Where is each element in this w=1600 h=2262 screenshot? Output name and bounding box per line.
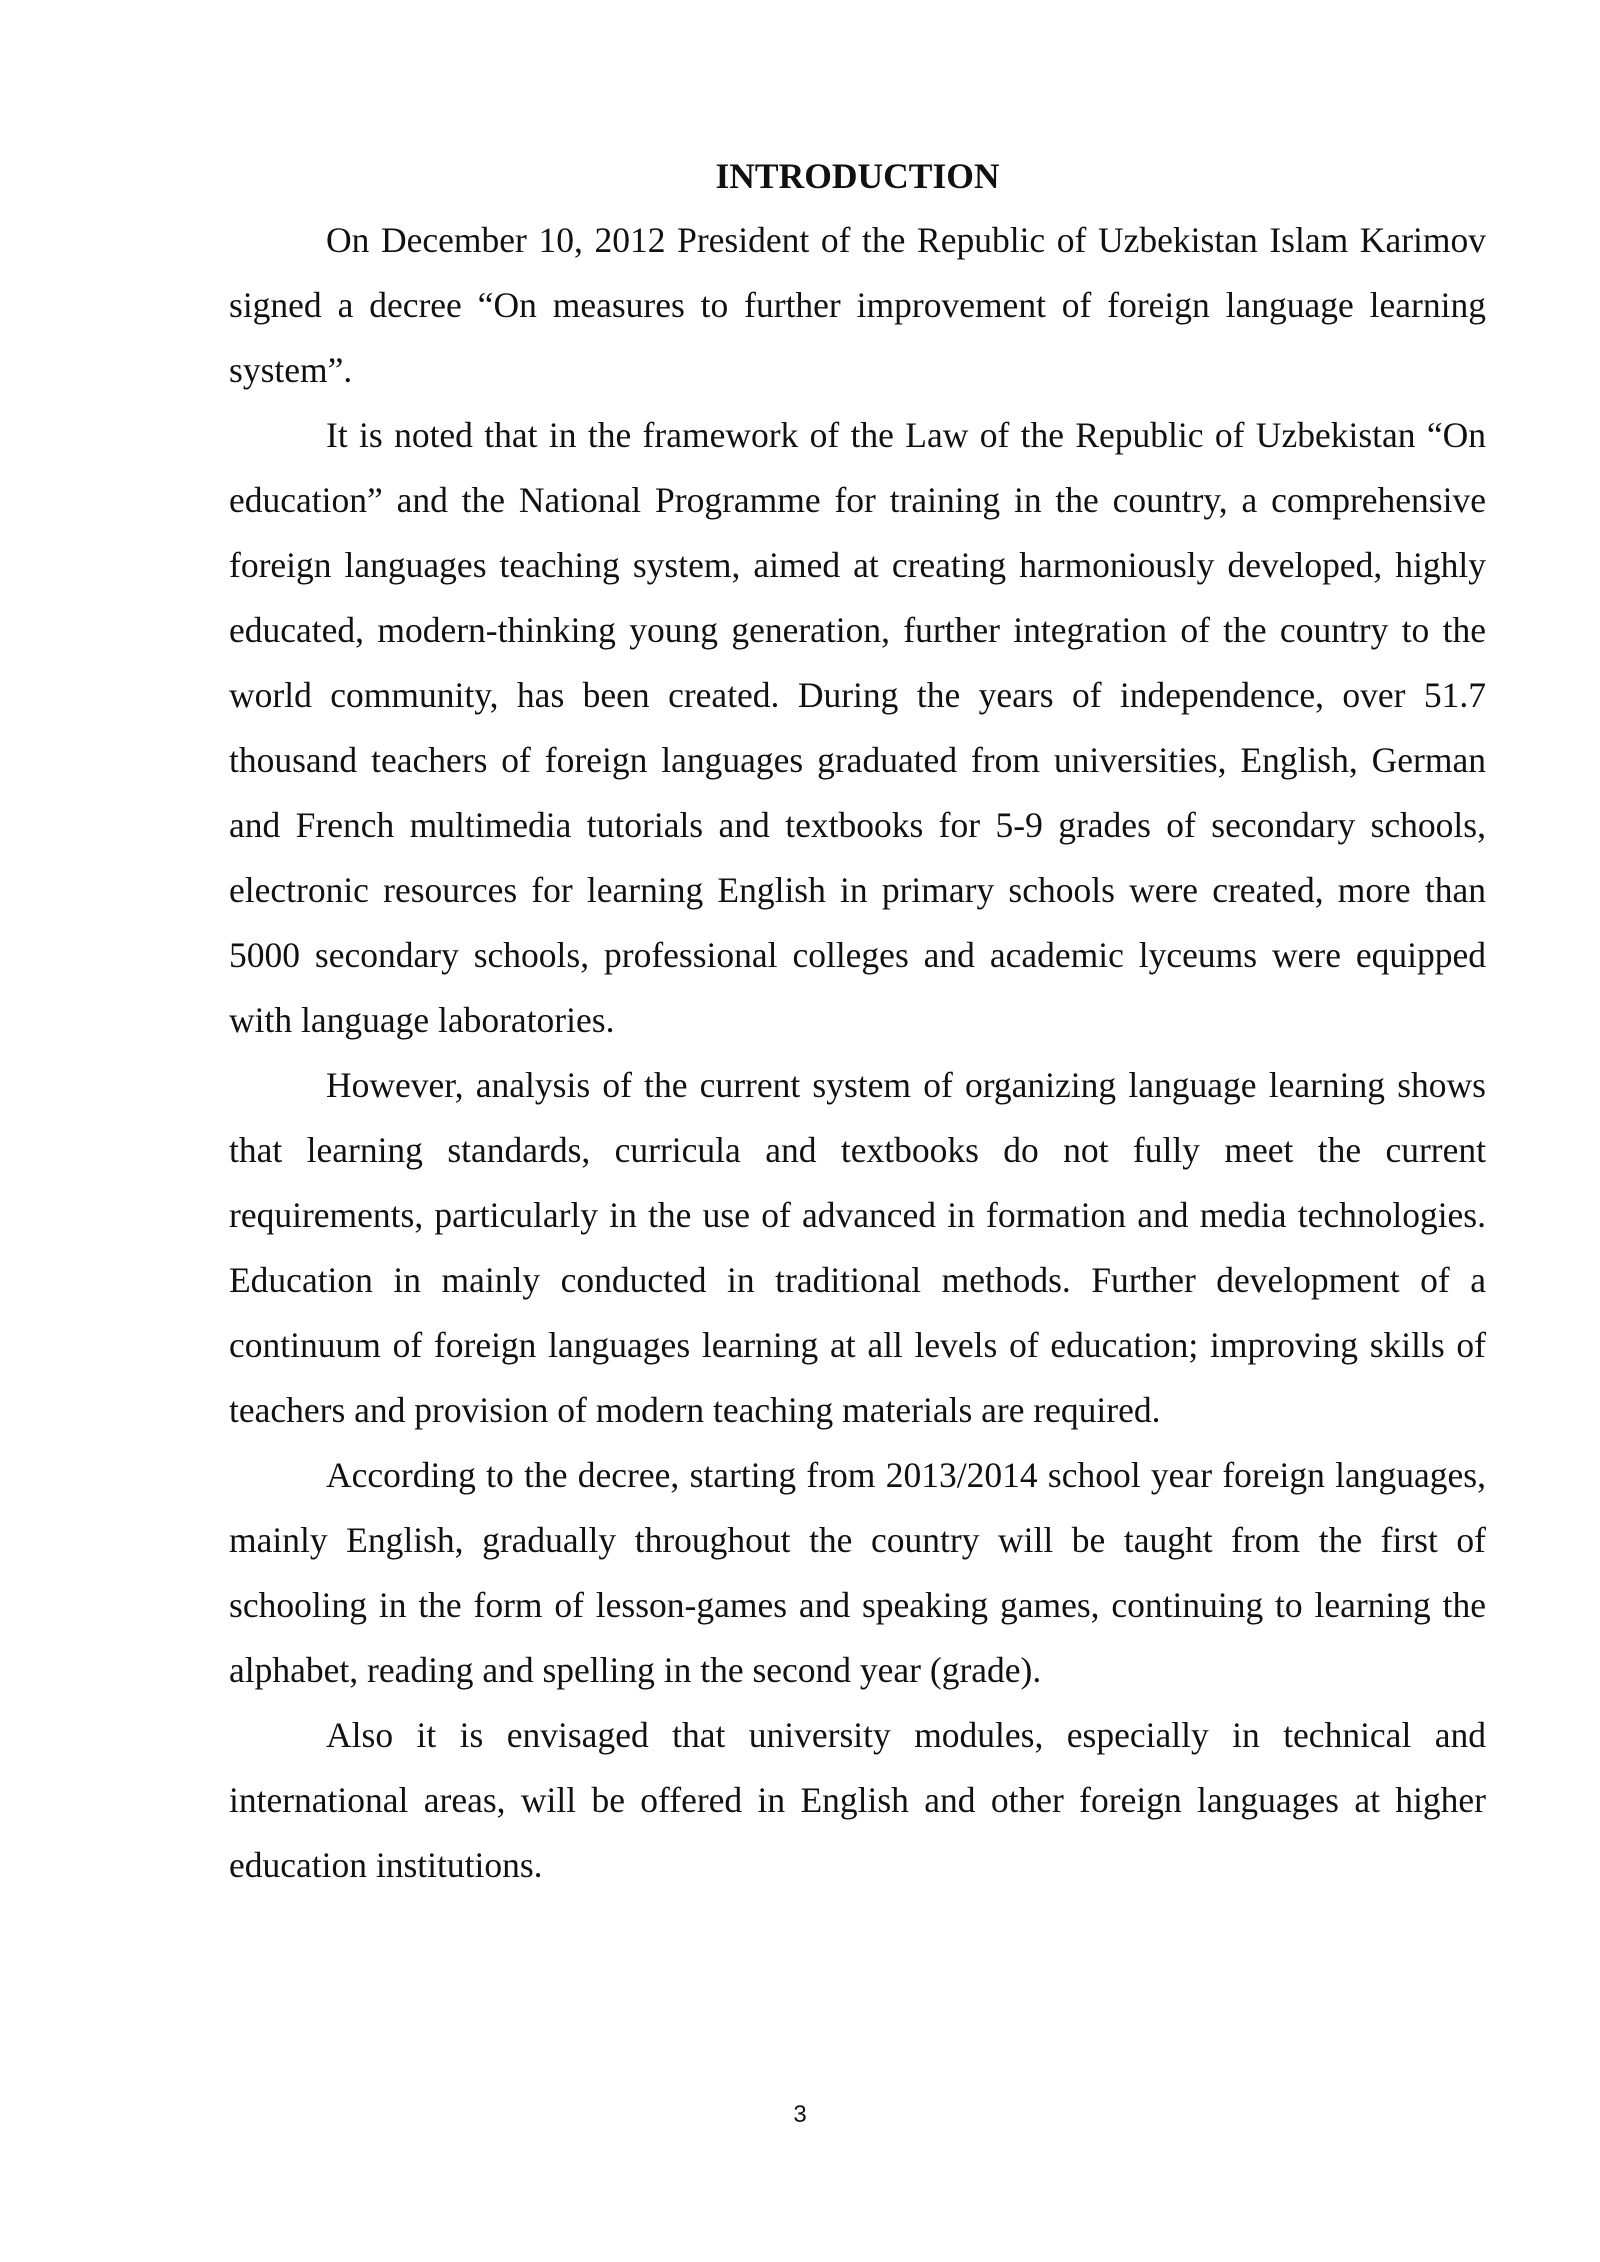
page-heading: INTRODUCTION xyxy=(715,156,1000,196)
paragraph-education-system: It is noted that in the framework of the Law of the Republic of Uzbekistan “On education” and the National Programme for training in the country, a comprehensive foreign languages teaching system, aimed at creating harmoniously developed, highly educated, modern-thinking young generation, further integration of the country to the world community, has been created. During the years of independence, over 51.7 thousand teachers of foreign languages graduated from universities, English, German and French multimedia tutorials and textbooks for 5-9 grades of secondary schools, electronic resources for learning English in primary schools were created, more than 5000 secondary schools, professional colleges and academic lyceums were equipped with language laboratories. xyxy=(229,415,1486,1040)
paragraph-university-modules: Also it is envisaged that university modules, especially in technical and international areas, will be offered in English and other foreign languages at higher education institutions. xyxy=(229,1715,1486,1885)
paragraph-decree: On December 10, 2012 President of the Republic of Uzbekistan Islam Karimov signed a decree “On measures to further improvement of foreign language learning system”. xyxy=(229,220,1486,390)
paragraph-analysis: However, analysis of the current system of organizing language learning shows that learning standards, curricula and textbooks do not fully meet the current requirements, particularly in the use of advanced in formation and media technologies. Education in mainly conducted in traditional methods. Further development of a continuum of foreign languages learning at all levels of education; improving skills of teachers and provision of modern teaching materials are required. xyxy=(229,1065,1486,1430)
page-body xyxy=(229,148,1486,1898)
paragraph-school-year: According to the decree, starting from 2013/2014 school year foreign languages, mainly English, gradually throughout the country will be taught from the first of schooling in the form of lesson-games and speaking games, continuing to learning the alphabet, reading and spelling in the second year (grade). xyxy=(229,1455,1486,1690)
page-number: 3 xyxy=(793,2101,807,2128)
